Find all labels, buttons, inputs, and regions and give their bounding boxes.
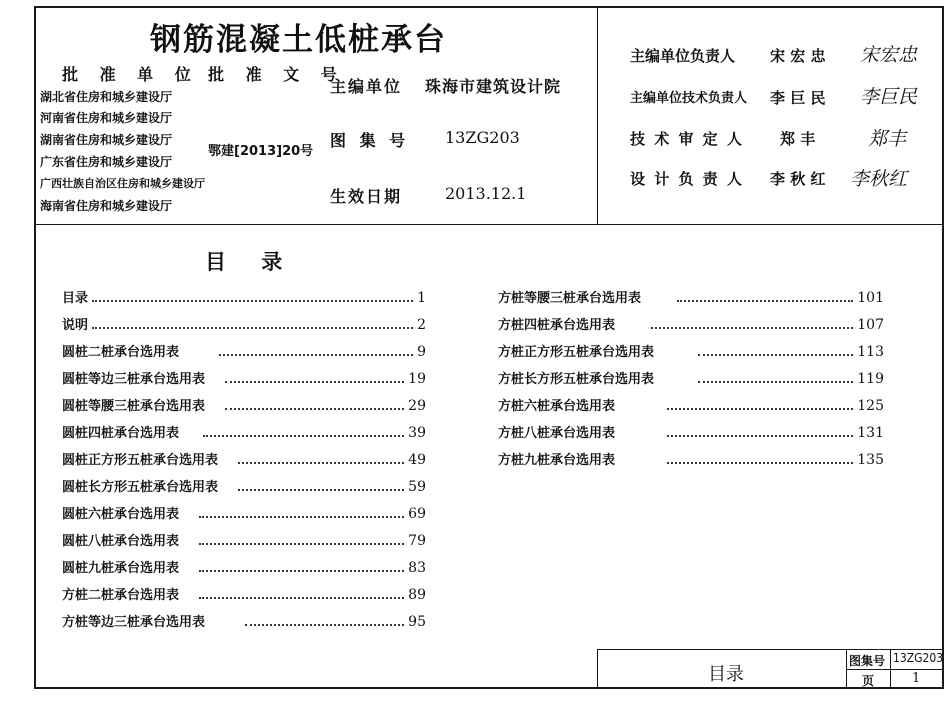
signature-technical-lead: 李巨民 <box>860 86 918 108</box>
title-block-atlas-label: 图集号 <box>849 654 886 668</box>
toc-entry[interactable]: 目录 1 <box>62 290 426 306</box>
title-block-name: 目录 <box>708 664 744 685</box>
role-chief-editor: 主编单位负责人 <box>630 47 736 65</box>
name-chief-editor: 宋 宏 忠 <box>770 47 826 65</box>
editor-unit: 珠海市建筑设计院 <box>425 77 562 96</box>
signature-reviewer: 郑丰 <box>868 128 907 150</box>
toc-entry[interactable]: 方桩八桩承台选用表 131 <box>498 425 884 441</box>
title-block-page-label: 页 <box>862 674 875 688</box>
atlas-no-label: 图 集 号 <box>330 131 410 150</box>
title-block-hline <box>846 669 944 670</box>
toc-entry[interactable]: 方桩正方形五桩承台选用表 113 <box>498 344 884 360</box>
signature-chief-editor: 宋宏忠 <box>860 44 918 66</box>
toc-entry[interactable]: 圆桩等边三桩承台选用表 19 <box>62 371 426 387</box>
name-reviewer: 郑 丰 <box>780 130 816 148</box>
effective-date-label: 生效日期 <box>330 187 403 206</box>
effective-date: 2013.12.1 <box>445 184 527 203</box>
toc-entry[interactable]: 圆桩长方形五桩承台选用表 59 <box>62 479 426 495</box>
role-design-lead: 设 计 负 责 人 <box>630 170 744 188</box>
header-divider <box>34 224 944 225</box>
toc-entry[interactable]: 圆桩六桩承台选用表 69 <box>62 506 426 522</box>
approval-unit-guangdong: 广东省住房和城乡建设厅 <box>40 155 173 169</box>
role-technical-lead: 主编单位技术负责人 <box>630 91 748 106</box>
atlas-title: 钢筋混凝土低桩承台 <box>150 22 447 58</box>
atlas-no: 13ZG203 <box>445 128 520 147</box>
approval-unit-hainan: 海南省住房和城乡建设厅 <box>40 199 173 213</box>
role-reviewer: 技 术 审 定 人 <box>630 130 744 148</box>
editor-unit-label: 主编单位 <box>330 77 403 96</box>
toc-entry[interactable]: 方桩九桩承台选用表 135 <box>498 452 884 468</box>
toc-entry[interactable]: 方桩长方形五桩承台选用表 119 <box>498 371 884 387</box>
toc-entry[interactable]: 圆桩等腰三桩承台选用表 29 <box>62 398 426 414</box>
toc-entry[interactable]: 圆桩正方形五桩承台选用表 49 <box>62 452 426 468</box>
toc-entry[interactable]: 方桩等边三桩承台选用表 95 <box>62 614 426 630</box>
approval-doc-label: 批 准 文 号 <box>208 65 345 84</box>
toc-entry[interactable]: 方桩二桩承台选用表 89 <box>62 587 426 603</box>
approval-unit-henan: 河南省住房和城乡建设厅 <box>40 111 173 125</box>
toc-entry[interactable]: 圆桩八桩承台选用表 79 <box>62 533 426 549</box>
toc-entry[interactable]: 圆桩四桩承台选用表 39 <box>62 425 426 441</box>
approval-unit-hubei: 湖北省住房和城乡建设厅 <box>40 90 173 104</box>
toc-entry[interactable]: 说明 2 <box>62 317 426 333</box>
toc-entry[interactable]: 方桩四桩承台选用表 107 <box>498 317 884 333</box>
name-technical-lead: 李 巨 民 <box>770 89 826 107</box>
signature-design-lead: 李秋红 <box>850 168 908 190</box>
approval-unit-label: 批 准 单 位 <box>62 65 199 84</box>
approval-unit-guangxi: 广西壮族自治区住房和城乡建设厅 <box>40 177 205 190</box>
toc-entry[interactable]: 方桩六桩承台选用表 125 <box>498 398 884 414</box>
approval-unit-hunan: 湖南省住房和城乡建设厅 <box>40 133 173 147</box>
toc-entry[interactable]: 方桩等腰三桩承台选用表 101 <box>498 290 884 306</box>
toc-heading: 目 录 <box>205 250 297 274</box>
approval-doc-number: 鄂建[2013]20号 <box>208 144 314 159</box>
name-design-lead: 李 秋 红 <box>770 170 826 188</box>
toc-entry[interactable]: 圆桩九桩承台选用表 83 <box>62 560 426 576</box>
title-block-page-no: 1 <box>912 671 921 686</box>
title-block-atlas-no: 13ZG203 <box>893 651 944 665</box>
toc-entry[interactable]: 圆桩二桩承台选用表 9 <box>62 344 426 360</box>
header-vertical-divider <box>597 6 598 225</box>
